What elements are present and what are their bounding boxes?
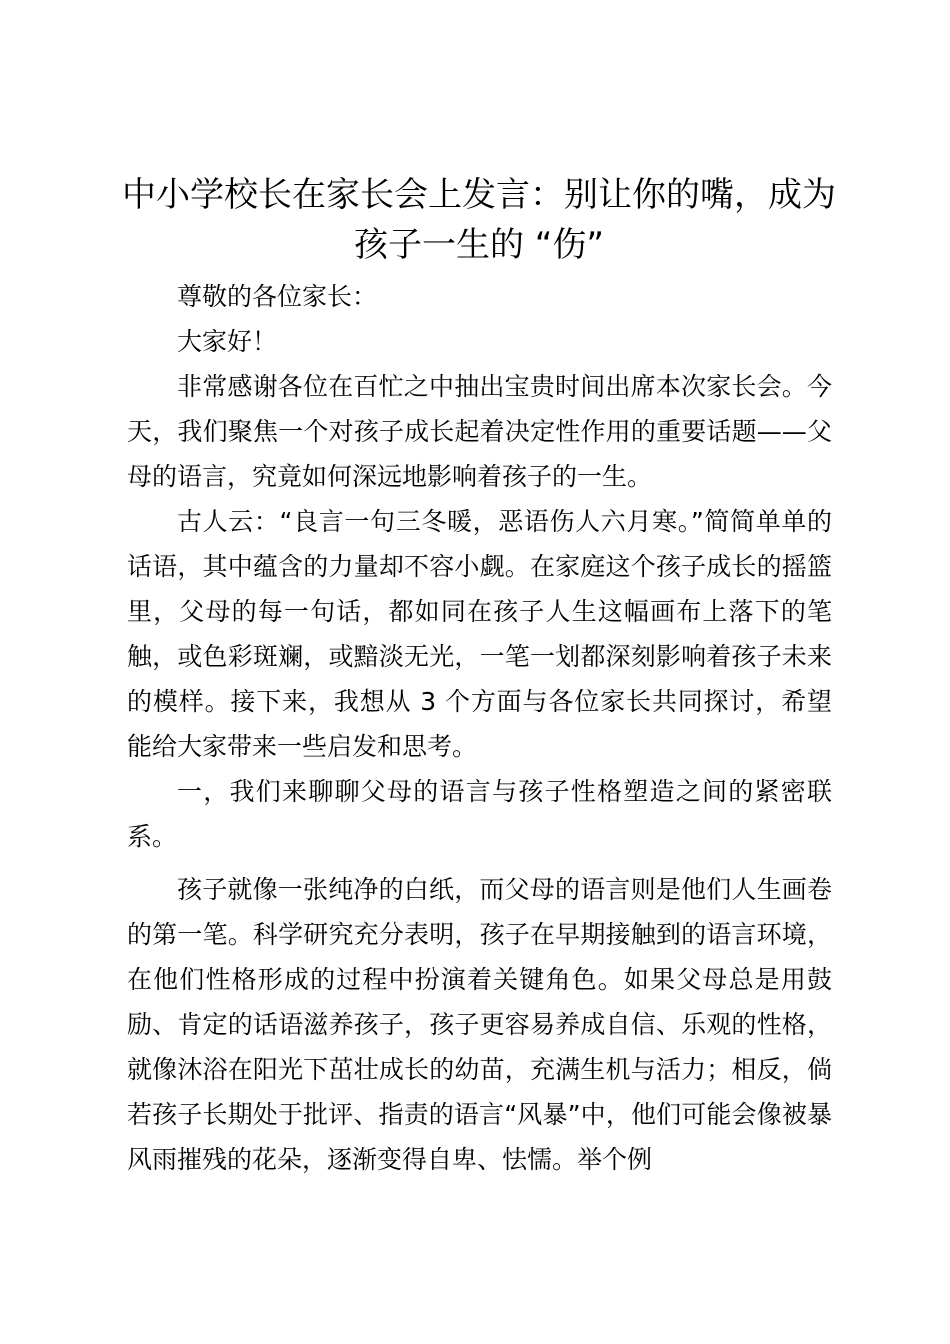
section-heading: 一，我们来聊聊父母的语言与孩子性格塑造之间的紧密联系。 [127, 777, 832, 851]
body-paragraph: 非常感谢各位在百忙之中抽出宝贵时间出席本次家长会。今天，我们聚焦一个对孩子成长起着决定性作用的重要话题——父母的语言，究竟如何深远地影响着孩子的一生。 [127, 372, 832, 491]
document-body [127, 274, 832, 1182]
document-title: 中小学校长在家长会上发言：别让你的嘴，成为孩子一生的 “伤” [122, 175, 836, 265]
body-paragraph: 孩子就像一张纯净的白纸，而父母的语言则是他们人生画卷的第一笔。科学研究充分表明，孩子在早期接触到的语言环境，在他们性格形成的过程中扮演着关键角色。如果父母总是用鼓励、肯定的话语滋养孩子，孩子更容易养成自信、乐观的性格，就像沐浴在阳光下茁壮成长的幼苗，充满生机与活力；相反，倘若孩子长期处于批评、指责的语言“风暴”中，他们可能会像被暴风雨摧残的花朵，逐渐变得自卑、怯懦。举个例 [127, 875, 832, 1174]
greeting: 大家好！ [177, 327, 278, 356]
body-paragraph: 古人云：“良言一句三冬暖，恶语伤人六月寒。”简简单单的话语，其中蕴含的力量却不容小觑。在家庭这个孩子成长的摇篮里，父母的每一句话，都如同在孩子人生这幅画布上落下的笔触，或色彩斑斓，或黯淡无光，一笔一划都深刻影响着孩子未来的模样。接下来，我想从 3 个方面与各位家长共同探讨，希望能给大家带来一些启发和思考。 [127, 507, 832, 761]
salutation: 尊敬的各位家长： [177, 282, 378, 311]
